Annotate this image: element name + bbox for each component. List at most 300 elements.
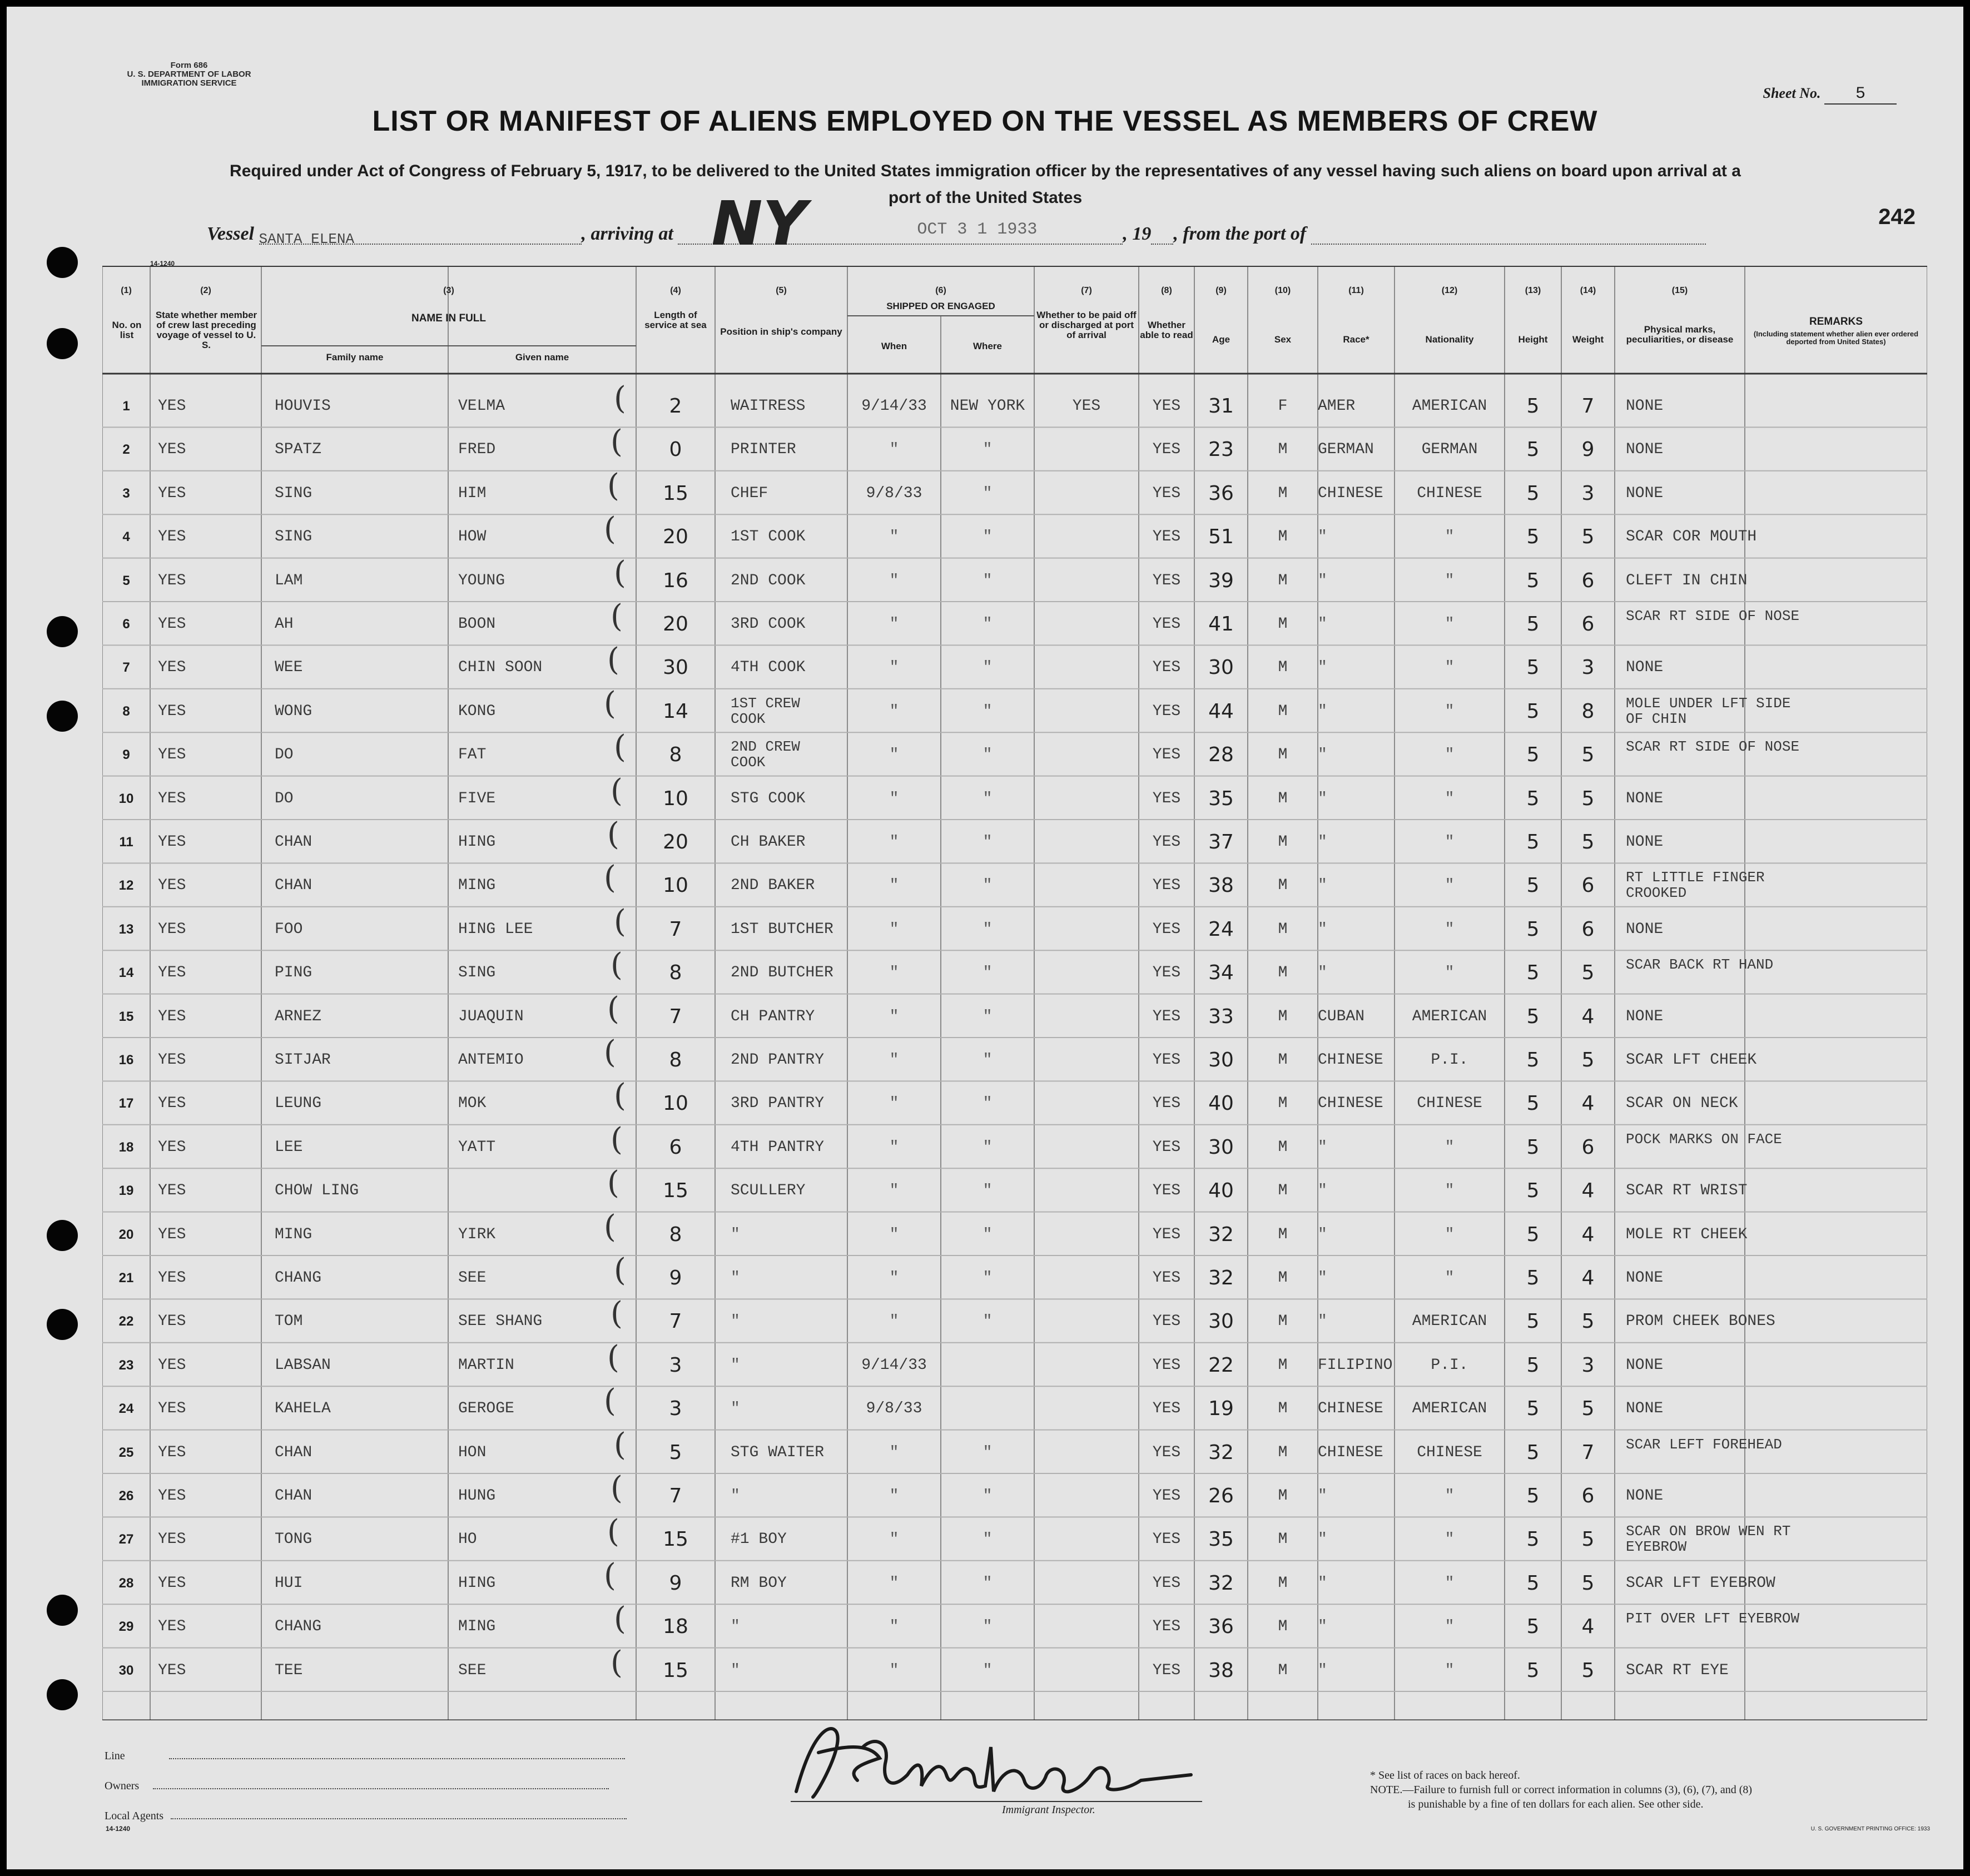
cell-nat: "	[1445, 1574, 1455, 1592]
cell-w: 4	[1581, 1615, 1595, 1639]
cell-age: 36	[1208, 482, 1234, 505]
cell-when: "	[889, 1095, 899, 1113]
cell-when: "	[889, 441, 899, 459]
cell-given: BOON	[458, 616, 496, 633]
cell-prev: YES	[158, 790, 186, 807]
cell-service: 2	[669, 395, 682, 418]
cell-h: 5	[1526, 961, 1540, 985]
cell-nat: "	[1445, 790, 1455, 807]
cell-age: 40	[1208, 1092, 1234, 1115]
cell-where: NEW YORK	[950, 398, 1025, 415]
cell-race: FILIPINO	[1318, 1356, 1393, 1374]
cell-h: 5	[1526, 613, 1540, 636]
cell-race: "	[1318, 1661, 1327, 1679]
cell-read: YES	[1152, 572, 1181, 589]
cell-given: HO	[458, 1531, 477, 1549]
cell-no: 15	[118, 1009, 134, 1024]
cell-when: "	[889, 616, 899, 633]
cell-when: "	[889, 1051, 899, 1069]
note-main: NOTE.—Failure to furnish full or correct information in columns (3), (6), (7), and (8)	[1370, 1784, 1753, 1796]
checkmark-icon: (	[614, 554, 626, 591]
cell-nat: "	[1445, 1487, 1455, 1505]
cell-phys: PIT OVER LFT EYEBROW	[1626, 1610, 1800, 1627]
cell-read: YES	[1152, 702, 1181, 720]
hdr-physical: Physical marks, peculiarities, or disease	[1626, 324, 1734, 345]
cell-race: "	[1318, 1313, 1327, 1331]
binder-hole	[47, 328, 78, 359]
cell-sex: M	[1278, 441, 1288, 459]
cell-read: YES	[1152, 746, 1181, 764]
colnum-14: (14)	[1580, 286, 1596, 295]
cell-no: 13	[118, 921, 134, 937]
cell-w: 5	[1581, 1310, 1595, 1333]
cell-service: 9	[669, 1267, 682, 1289]
cell-sex: F	[1278, 398, 1288, 415]
cell-when: 9/8/33	[866, 484, 922, 502]
cell-given: SEE SHANG	[458, 1313, 543, 1331]
footer-line-label: Line	[105, 1750, 125, 1762]
cell-service: 8	[669, 1049, 682, 1071]
cell-prev: YES	[158, 1008, 186, 1025]
cell-phys: SCAR COR MOUTH	[1626, 528, 1757, 546]
cell-phys: NONE	[1626, 1487, 1664, 1505]
cell-nat: "	[1445, 1225, 1455, 1243]
cell-sex: M	[1278, 1400, 1288, 1418]
cell-h: 5	[1526, 1353, 1540, 1377]
cell-family: LABSAN	[275, 1356, 331, 1374]
cell-age: 30	[1208, 1049, 1234, 1071]
cell-where: "	[982, 877, 993, 895]
cell-w: 6	[1581, 874, 1595, 897]
cell-race: "	[1318, 833, 1327, 851]
cell-phys: SCAR RT WRIST	[1626, 1182, 1748, 1200]
cell-given: CHIN SOON	[458, 659, 543, 677]
cell-position: 1ST COOK	[731, 528, 806, 546]
cell-when: "	[889, 1225, 899, 1243]
subtitle-line-2: port of the United States	[888, 188, 1083, 207]
cell-family: WEE	[275, 659, 303, 677]
sheet-label: Sheet No.	[1763, 85, 1821, 101]
cell-no: 8	[122, 703, 130, 719]
cell-family: CHAN	[275, 1443, 312, 1461]
cell-no: 7	[122, 660, 130, 676]
cell-read: YES	[1152, 528, 1181, 546]
cell-read: YES	[1152, 1313, 1181, 1331]
cell-sex: M	[1278, 1008, 1288, 1025]
colnum-6: (6)	[935, 286, 946, 295]
cell-read: YES	[1152, 1138, 1181, 1156]
cell-position: "	[731, 1225, 740, 1243]
manifest-sheet	[7, 7, 1963, 1869]
cell-h: 5	[1526, 699, 1540, 723]
cell-when: 9/8/33	[866, 1400, 922, 1418]
subtitle-line-1: Required under Act of Congress of February 5, 1917, to be delivered to the United States immigration officer by the representatives of any vessel having such aliens on board upon arrival at a	[230, 162, 1741, 180]
form-number: Form 686	[170, 61, 208, 70]
cell-family: ARNEZ	[275, 1008, 322, 1025]
cell-where: "	[982, 1661, 993, 1679]
cell-race: "	[1318, 528, 1327, 546]
cell-given: HIM	[458, 484, 487, 502]
cell-family: CHANG	[275, 1618, 322, 1636]
cell-position: PRINTER	[731, 441, 796, 459]
cell-sex: M	[1278, 1618, 1288, 1636]
cell-nat: AMERICAN	[1412, 1400, 1487, 1418]
colnum-9: (9)	[1215, 286, 1227, 295]
cell-age: 23	[1208, 438, 1234, 461]
cell-position: 2ND PANTRY	[731, 1051, 825, 1069]
checkmark-icon: (	[614, 903, 626, 940]
cell-given: ANTEMIO	[458, 1051, 524, 1069]
cell-prev: YES	[158, 1400, 186, 1418]
cell-position: 2ND BAKER	[731, 877, 815, 895]
cell-given: SEE	[458, 1661, 487, 1679]
cell-w: 4	[1581, 1179, 1595, 1203]
cell-race: "	[1318, 572, 1327, 589]
checkmark-icon: (	[607, 1339, 619, 1376]
hdr-member-prev: State whether member of crew last preceding voyage of vessel to U. S.	[155, 310, 257, 350]
cell-nat: "	[1445, 1661, 1455, 1679]
cell-read: YES	[1152, 1269, 1181, 1287]
cell-service: 10	[663, 874, 688, 897]
cell-service: 7	[669, 1310, 682, 1333]
cell-when: "	[889, 1182, 899, 1200]
cell-when: "	[889, 1269, 899, 1287]
cell-w: 3	[1581, 656, 1595, 679]
cell-h: 5	[1526, 482, 1540, 505]
cell-service: 3	[669, 1353, 682, 1377]
cell-family: TONG	[275, 1531, 312, 1549]
cell-when: "	[889, 877, 899, 895]
cell-position: SCULLERY	[731, 1182, 806, 1200]
cell-h: 5	[1526, 1615, 1540, 1639]
cell-prev: YES	[158, 1531, 186, 1549]
cell-h: 5	[1526, 438, 1540, 461]
cell-family: HUI	[275, 1574, 303, 1592]
cell-race: "	[1318, 920, 1327, 938]
cell-sex: M	[1278, 572, 1288, 589]
cell-phys: NONE	[1626, 1269, 1664, 1287]
cell-sex: M	[1278, 528, 1288, 546]
cell-position: 4TH COOK	[731, 659, 806, 677]
cell-when: "	[889, 1531, 899, 1549]
cell-position: #1 BOY	[731, 1531, 787, 1549]
cell-when: "	[889, 1313, 899, 1331]
cell-no: 14	[118, 965, 134, 981]
cell-prev: YES	[158, 833, 186, 851]
cell-read: YES	[1152, 964, 1181, 982]
cell-given: FIVE	[458, 790, 496, 807]
cell-where: "	[982, 964, 993, 982]
cell-position: WAITRESS	[731, 398, 806, 415]
colnum-12: (12)	[1441, 286, 1458, 295]
cell-where: "	[982, 1531, 993, 1549]
cell-position: "	[731, 1618, 740, 1636]
cell-phys: NONE	[1626, 441, 1664, 459]
cell-phys: SCAR ON NECK	[1626, 1095, 1738, 1113]
cell-race: "	[1318, 1138, 1327, 1156]
cell-when: "	[889, 1661, 899, 1679]
cell-paid: YES	[1072, 398, 1101, 415]
cell-family: CHANG	[275, 1269, 322, 1287]
cell-nat: "	[1445, 1531, 1455, 1549]
hdr-height: Height	[1518, 334, 1548, 345]
cell-read: YES	[1152, 1574, 1181, 1592]
cell-where: "	[982, 1182, 993, 1200]
cell-phys: NONE	[1626, 659, 1664, 677]
cell-w: 4	[1581, 1223, 1595, 1246]
cell-no: 11	[119, 835, 133, 850]
cell-h: 5	[1526, 831, 1540, 853]
footer-agents	[105, 1808, 627, 1823]
cell-race: "	[1318, 877, 1327, 895]
cell-family: LAM	[275, 572, 303, 589]
cell-given: MING	[458, 1618, 496, 1636]
cell-given: SING	[458, 964, 496, 982]
cell-family: LEUNG	[275, 1095, 322, 1113]
cell-sex: M	[1278, 920, 1288, 938]
arriving-handwritten: NY	[711, 188, 807, 259]
cell-prev: YES	[158, 1182, 186, 1200]
cell-nat: "	[1445, 528, 1455, 546]
hdr-when: When	[881, 341, 907, 351]
cell-h: 5	[1526, 569, 1540, 592]
cell-no: 19	[118, 1183, 134, 1199]
checkmark-icon: (	[611, 1470, 623, 1506]
cell-read: YES	[1152, 833, 1181, 851]
checkmark-icon: (	[614, 380, 626, 416]
cell-given: YIRK	[458, 1225, 496, 1243]
colnum-7: (7)	[1081, 286, 1092, 295]
cell-age: 32	[1208, 1267, 1234, 1289]
cell-nat: "	[1445, 833, 1455, 851]
cell-when: "	[889, 702, 899, 720]
cell-service: 15	[663, 1179, 688, 1203]
cell-family: TOM	[275, 1313, 303, 1331]
cell-no: 18	[118, 1139, 134, 1155]
cell-age: 39	[1208, 569, 1234, 592]
cell-service: 16	[663, 569, 688, 592]
footer-agents-label: Local Agents	[105, 1810, 164, 1822]
cell-sex: M	[1278, 1269, 1288, 1287]
cell-age: 30	[1208, 1135, 1234, 1159]
cell-w: 4	[1581, 1092, 1595, 1115]
cell-prev: YES	[158, 1356, 186, 1374]
cell-h: 5	[1526, 1310, 1540, 1333]
cell-phys: CLEFT IN CHIN	[1626, 572, 1748, 589]
cell-sex: M	[1278, 1487, 1288, 1505]
cell-given: SEE	[458, 1269, 487, 1287]
cell-position: "	[731, 1487, 740, 1505]
cell-h: 5	[1526, 1528, 1540, 1551]
cell-family: SING	[275, 528, 312, 546]
cell-where: "	[982, 441, 993, 459]
cell-phys: NONE	[1626, 833, 1664, 851]
cell-position: 3RD PANTRY	[731, 1095, 825, 1113]
checkmark-icon: (	[614, 1252, 626, 1288]
binder-hole	[47, 1595, 78, 1626]
cell-service: 15	[663, 1528, 688, 1551]
cell-race: "	[1318, 1487, 1327, 1505]
cell-h: 5	[1526, 1179, 1540, 1203]
cell-phys: SCAR LFT CHEEK	[1626, 1051, 1757, 1069]
cell-race: "	[1318, 790, 1327, 807]
cell-position: STG WAITER	[731, 1443, 825, 1461]
cell-where: "	[982, 659, 993, 677]
cell-no: 26	[118, 1488, 134, 1503]
cell-sex: M	[1278, 1138, 1288, 1156]
cell-no: 23	[118, 1357, 134, 1373]
cell-no: 17	[118, 1096, 134, 1111]
cell-family: MING	[275, 1225, 312, 1243]
cell-when: "	[889, 833, 899, 851]
arriving-label: , arriving at	[581, 224, 673, 244]
cell-position: 2ND BUTCHER	[731, 964, 833, 982]
cell-sex: M	[1278, 877, 1288, 895]
cell-w: 7	[1581, 1441, 1595, 1464]
cell-read: YES	[1152, 877, 1181, 895]
hdr-no: No. on list	[112, 320, 142, 340]
sheet-value: 5	[1824, 85, 1897, 105]
number-242: 242	[1878, 205, 1916, 229]
cell-service: 6	[669, 1135, 682, 1159]
cell-read: YES	[1152, 1225, 1181, 1243]
cell-given: JUAQUIN	[458, 1008, 524, 1025]
binder-hole	[47, 616, 78, 647]
hdr-shipped: SHIPPED OR ENGAGED	[886, 301, 995, 311]
cell-nat: CHINESE	[1417, 1443, 1482, 1461]
cell-no: 6	[122, 617, 130, 632]
cell-race: "	[1318, 964, 1327, 982]
binder-hole	[47, 1679, 78, 1710]
cell-position: 2ND COOK	[731, 572, 806, 589]
checkmark-icon: (	[611, 598, 623, 634]
cell-nat: "	[1445, 964, 1455, 982]
cell-no: 27	[118, 1532, 134, 1547]
cell-family: KAHELA	[275, 1400, 331, 1418]
cell-nat: "	[1445, 1138, 1455, 1156]
cell-w: 8	[1581, 699, 1595, 723]
cell-w: 6	[1581, 1135, 1595, 1159]
cell-w: 5	[1581, 1528, 1595, 1551]
cell-age: 40	[1208, 1179, 1234, 1203]
cell-where: "	[982, 1138, 993, 1156]
cell-h: 5	[1526, 1441, 1540, 1464]
cell-race: "	[1318, 1574, 1327, 1592]
cell-read: YES	[1152, 1661, 1181, 1679]
cell-nat: CHINESE	[1417, 484, 1482, 502]
cell-h: 5	[1526, 1223, 1540, 1246]
cell-where: "	[982, 1443, 993, 1461]
cell-no: 10	[118, 791, 134, 806]
cell-read: YES	[1152, 920, 1181, 938]
cell-service: 20	[663, 525, 688, 549]
cell-given: KONG	[458, 702, 496, 720]
cell-given: MARTIN	[458, 1356, 514, 1374]
checkmark-icon: (	[607, 467, 619, 504]
binder-hole	[47, 247, 78, 278]
checkmark-icon: (	[611, 1121, 623, 1158]
cell-race: AMER	[1318, 398, 1356, 415]
cell-w: 5	[1581, 525, 1595, 549]
cell-read: YES	[1152, 1618, 1181, 1636]
binder-hole	[47, 701, 78, 732]
cell-w: 5	[1581, 743, 1595, 767]
cell-prev: YES	[158, 528, 186, 546]
cell-service: 10	[663, 787, 688, 810]
cell-prev: YES	[158, 441, 186, 459]
cell-where: "	[982, 484, 993, 502]
cell-where: "	[982, 746, 993, 764]
cell-no: 4	[122, 529, 130, 545]
cell-prev: YES	[158, 1051, 186, 1069]
hdr-sex: Sex	[1274, 334, 1292, 345]
cell-sex: M	[1278, 833, 1288, 851]
cell-service: 30	[663, 656, 688, 679]
cell-w: 9	[1581, 438, 1595, 461]
cell-phys: POCK MARKS ON FACE	[1626, 1130, 1782, 1148]
cell-family: SING	[275, 484, 312, 502]
cell-service: 20	[663, 831, 688, 853]
cell-no: 29	[118, 1619, 134, 1635]
checkmark-icon: (	[604, 511, 616, 548]
cell-h: 5	[1526, 395, 1540, 418]
cell-phys: SCAR BACK RT HAND	[1626, 956, 1774, 974]
hdr-remarks: REMARKS	[1809, 316, 1863, 327]
cell-service: 7	[669, 917, 682, 941]
hdr-weight: Weight	[1572, 334, 1604, 345]
cell-prev: YES	[158, 616, 186, 633]
cell-when: "	[889, 1008, 899, 1025]
cell-no: 1	[122, 399, 130, 414]
cell-prev: YES	[158, 1443, 186, 1461]
cell-age: 37	[1208, 831, 1234, 853]
cell-position: "	[731, 1356, 740, 1374]
cell-position: "	[731, 1313, 740, 1331]
cell-sex: M	[1278, 1313, 1288, 1331]
cell-sex: M	[1278, 964, 1288, 982]
cell-when: "	[889, 1574, 899, 1592]
colnum-11: (11)	[1348, 286, 1364, 295]
cell-prev: YES	[158, 1487, 186, 1505]
cell-phys: MOLE UNDER LFT SIDE OF CHIN	[1626, 694, 1791, 727]
form-header	[106, 61, 272, 88]
cell-prev: YES	[158, 1313, 186, 1331]
cell-nat: "	[1445, 1618, 1455, 1636]
cell-position: CH PANTRY	[731, 1008, 815, 1025]
cell-nat: AMERICAN	[1412, 398, 1487, 415]
cell-w: 4	[1581, 1267, 1595, 1289]
cell-no: 5	[122, 573, 130, 588]
cell-w: 7	[1581, 395, 1595, 418]
checkmark-icon: (	[607, 990, 619, 1027]
checkmark-icon: (	[607, 816, 619, 852]
cell-age: 34	[1208, 961, 1234, 985]
cell-phys: RT LITTLE FINGER CROOKED	[1626, 869, 1765, 902]
cell-prev: YES	[158, 484, 186, 502]
footer-notes	[1370, 1768, 1926, 1812]
cell-prev: YES	[158, 1138, 186, 1156]
colnum-10: (10)	[1274, 286, 1291, 295]
cell-when: "	[889, 964, 899, 982]
vessel-label: Vessel	[207, 224, 254, 244]
cell-h: 5	[1526, 743, 1540, 767]
checkmark-icon: (	[607, 642, 619, 678]
cell-read: YES	[1152, 484, 1181, 502]
cell-family: DO	[275, 790, 294, 807]
cell-no: 9	[122, 747, 130, 763]
cell-given: MOK	[458, 1095, 487, 1113]
checkmark-icon: (	[611, 424, 623, 460]
